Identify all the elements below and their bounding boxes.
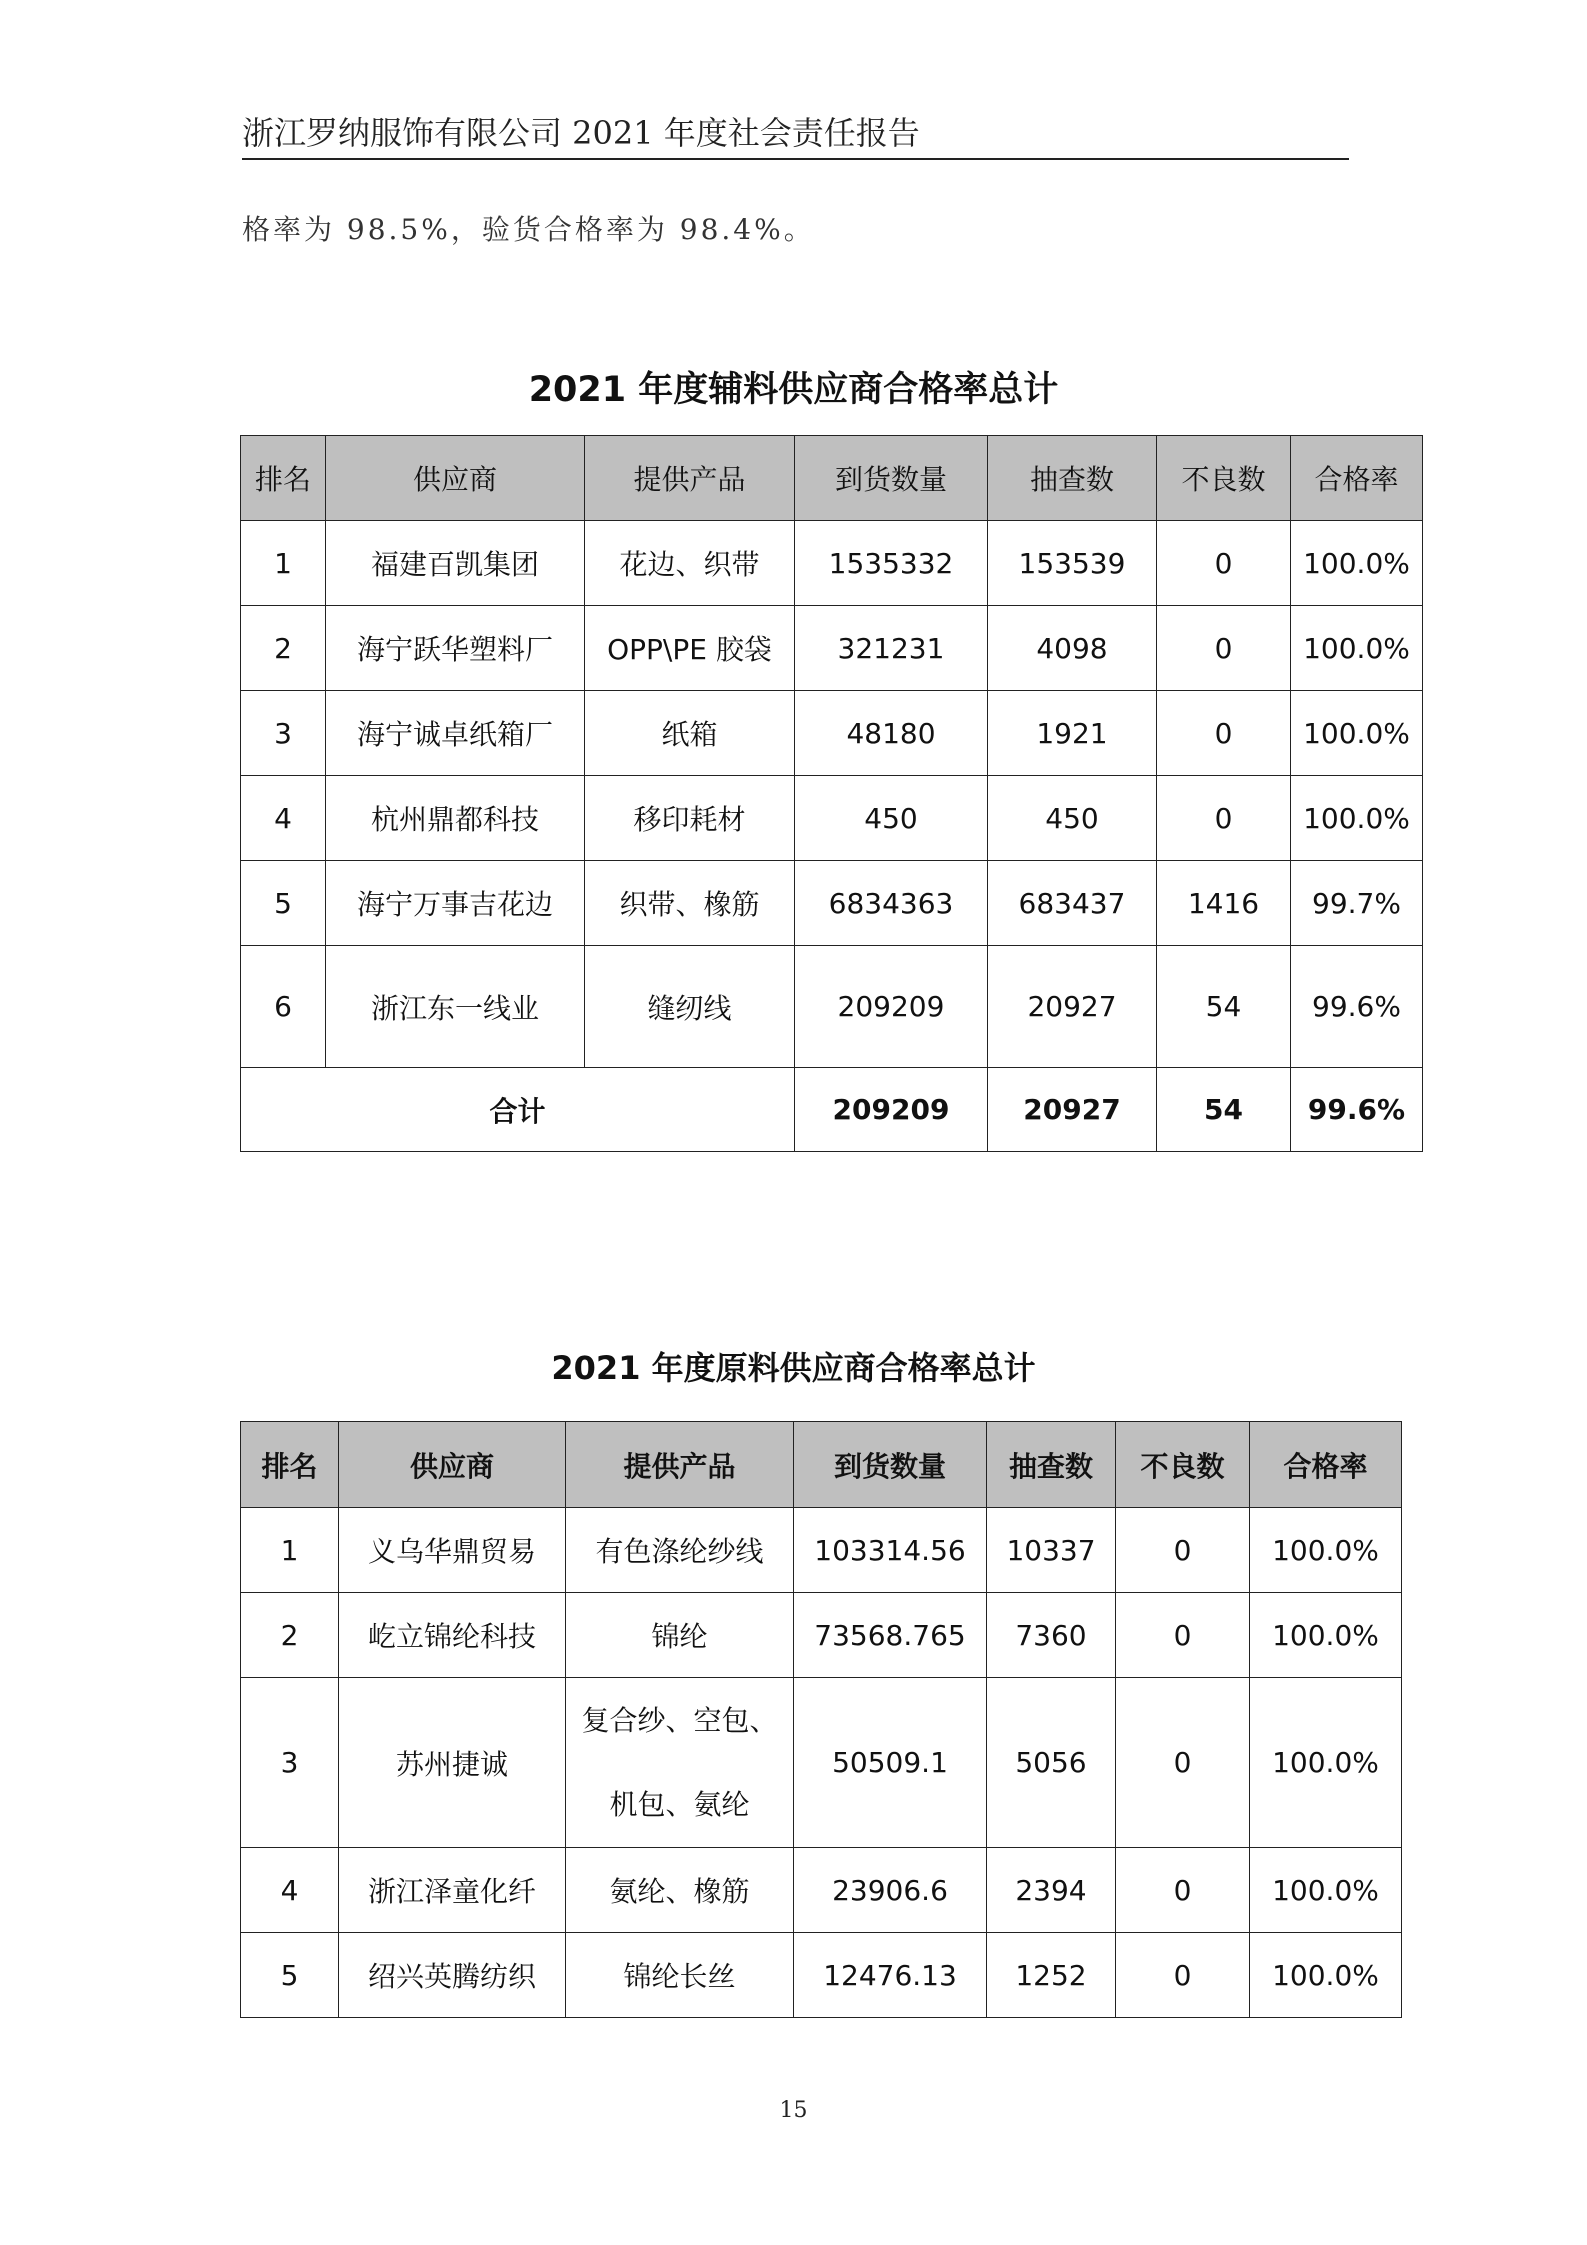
- cell-supplier: 屹立锦纶科技: [339, 1593, 566, 1678]
- header-divider: [242, 158, 1349, 160]
- column-header-product: 提供产品: [585, 436, 795, 521]
- cell-supplier: 绍兴英腾纺织: [339, 1933, 566, 2018]
- table-row: [241, 1678, 1402, 1848]
- cell-defects: 1416: [1157, 861, 1291, 946]
- cell-sampled: 683437: [988, 861, 1157, 946]
- cell-product: 锦纶: [566, 1593, 794, 1678]
- cell-defects: 0: [1116, 1508, 1250, 1593]
- column-header-pass-rate: 合格率: [1250, 1422, 1402, 1508]
- cell-rank: 4: [241, 776, 326, 861]
- cell-defects: 0: [1157, 606, 1291, 691]
- cell-sampled: 1252: [987, 1933, 1116, 2018]
- column-header-product: 提供产品: [566, 1422, 794, 1508]
- auxiliary-supplier-table: [240, 435, 1423, 1152]
- cell-product: 缝纫线: [585, 946, 795, 1068]
- cell-rank: 3: [241, 691, 326, 776]
- column-header-rank: 排名: [241, 1422, 339, 1508]
- cell-quantity: 103314.56: [794, 1508, 987, 1593]
- cell-quantity: 23906.6: [794, 1848, 987, 1933]
- cell-supplier: 福建百凯集团: [326, 521, 585, 606]
- cell-sampled: 2394: [987, 1848, 1116, 1933]
- cell-sampled: 153539: [988, 521, 1157, 606]
- total-pass-rate: 99.6%: [1291, 1068, 1423, 1152]
- cell-quantity: 50509.1: [794, 1678, 987, 1848]
- column-header-pass-rate: 合格率: [1291, 436, 1423, 521]
- cell-defects: 0: [1116, 1848, 1250, 1933]
- table-header-row: [241, 1422, 1402, 1508]
- cell-product: 纸箱: [585, 691, 795, 776]
- total-label: 合计: [241, 1068, 795, 1152]
- column-header-defects: 不良数: [1157, 436, 1291, 521]
- cell-product: 移印耗材: [585, 776, 795, 861]
- column-header-rank: 排名: [241, 436, 326, 521]
- cell-supplier: 海宁万事吉花边: [326, 861, 585, 946]
- total-quantity: 209209: [795, 1068, 988, 1152]
- cell-sampled: 4098: [988, 606, 1157, 691]
- cell-sampled: 450: [988, 776, 1157, 861]
- column-header-supplier: 供应商: [326, 436, 585, 521]
- table-row: [241, 861, 1423, 946]
- auxiliary-table-title: 2021 年度辅料供应商合格率总计: [528, 370, 1059, 410]
- column-header-quantity: 到货数量: [795, 436, 988, 521]
- cell-sampled: 7360: [987, 1593, 1116, 1678]
- column-header-quantity: 到货数量: [794, 1422, 987, 1508]
- cell-product: 花边、织带: [585, 521, 795, 606]
- cell-product: 复合纱、空包、 机包、氨纶: [566, 1678, 794, 1848]
- cell-pass-rate: 100.0%: [1250, 1508, 1402, 1593]
- cell-supplier: 浙江泽童化纤: [339, 1848, 566, 1933]
- cell-supplier: 浙江东一线业: [326, 946, 585, 1068]
- cell-pass-rate: 100.0%: [1291, 521, 1423, 606]
- cell-quantity: 1535332: [795, 521, 988, 606]
- total-sampled: 20927: [988, 1068, 1157, 1152]
- column-header-sampled: 抽查数: [987, 1422, 1116, 1508]
- cell-supplier: 义乌华鼎贸易: [339, 1508, 566, 1593]
- cell-rank: 6: [241, 946, 326, 1068]
- cell-defects: 0: [1116, 1678, 1250, 1848]
- cell-pass-rate: 100.0%: [1250, 1848, 1402, 1933]
- raw-material-table-title: 2021 年度原料供应商合格率总计: [551, 1349, 1036, 1387]
- table-row: [241, 521, 1423, 606]
- cell-rank: 4: [241, 1848, 339, 1933]
- cell-quantity: 450: [795, 776, 988, 861]
- cell-defects: 0: [1157, 691, 1291, 776]
- column-header-defects: 不良数: [1116, 1422, 1250, 1508]
- table-row: [241, 1593, 1402, 1678]
- column-header-sampled: 抽查数: [988, 436, 1157, 521]
- cell-quantity: 6834363: [795, 861, 988, 946]
- cell-product: 有色涤纶纱线: [566, 1508, 794, 1593]
- cell-rank: 2: [241, 606, 326, 691]
- cell-product: 织带、橡筋: [585, 861, 795, 946]
- table-row: [241, 1933, 1402, 2018]
- cell-sampled: 5056: [987, 1678, 1116, 1848]
- cell-defects: 0: [1116, 1593, 1250, 1678]
- table-header-row: [241, 436, 1423, 521]
- cell-pass-rate: 100.0%: [1250, 1678, 1402, 1848]
- cell-product: 氨纶、橡筋: [566, 1848, 794, 1933]
- cell-supplier: 苏州捷诚: [339, 1678, 566, 1848]
- cell-supplier: 海宁跃华塑料厂: [326, 606, 585, 691]
- column-header-supplier: 供应商: [339, 1422, 566, 1508]
- table-row: [241, 946, 1423, 1068]
- cell-rank: 5: [241, 1933, 339, 2018]
- cell-rank: 1: [241, 521, 326, 606]
- cell-product: 锦纶长丝: [566, 1933, 794, 2018]
- table-total-row: [241, 1068, 1423, 1152]
- table-row: [241, 1508, 1402, 1593]
- cell-quantity: 73568.765: [794, 1593, 987, 1678]
- cell-defects: 0: [1116, 1933, 1250, 2018]
- cell-supplier: 海宁诚卓纸箱厂: [326, 691, 585, 776]
- cell-supplier: 杭州鼎都科技: [326, 776, 585, 861]
- cell-pass-rate: 100.0%: [1250, 1593, 1402, 1678]
- intro-paragraph: 格率为 98.5%，验货合格率为 98.4%。: [242, 213, 815, 246]
- cell-quantity: 48180: [795, 691, 988, 776]
- page-number: 15: [779, 2098, 808, 2123]
- table-row: [241, 606, 1423, 691]
- cell-sampled: 20927: [988, 946, 1157, 1068]
- document-header-title: 浙江罗纳服饰有限公司 2021 年度社会责任报告: [242, 114, 920, 152]
- cell-pass-rate: 100.0%: [1250, 1933, 1402, 2018]
- cell-pass-rate: 99.6%: [1291, 946, 1423, 1068]
- cell-defects: 54: [1157, 946, 1291, 1068]
- cell-quantity: 12476.13: [794, 1933, 987, 2018]
- cell-rank: 2: [241, 1593, 339, 1678]
- table-row: [241, 691, 1423, 776]
- cell-pass-rate: 100.0%: [1291, 776, 1423, 861]
- table-row: [241, 1848, 1402, 1933]
- cell-rank: 1: [241, 1508, 339, 1593]
- cell-product: OPP\PE 胶袋: [585, 606, 795, 691]
- cell-sampled: 1921: [988, 691, 1157, 776]
- table-row: [241, 776, 1423, 861]
- raw-material-supplier-table: [240, 1421, 1402, 2018]
- cell-rank: 3: [241, 1678, 339, 1848]
- cell-defects: 0: [1157, 776, 1291, 861]
- cell-defects: 0: [1157, 521, 1291, 606]
- cell-rank: 5: [241, 861, 326, 946]
- cell-pass-rate: 100.0%: [1291, 606, 1423, 691]
- cell-quantity: 209209: [795, 946, 988, 1068]
- cell-pass-rate: 99.7%: [1291, 861, 1423, 946]
- cell-sampled: 10337: [987, 1508, 1116, 1593]
- cell-pass-rate: 100.0%: [1291, 691, 1423, 776]
- total-defects: 54: [1157, 1068, 1291, 1152]
- cell-quantity: 321231: [795, 606, 988, 691]
